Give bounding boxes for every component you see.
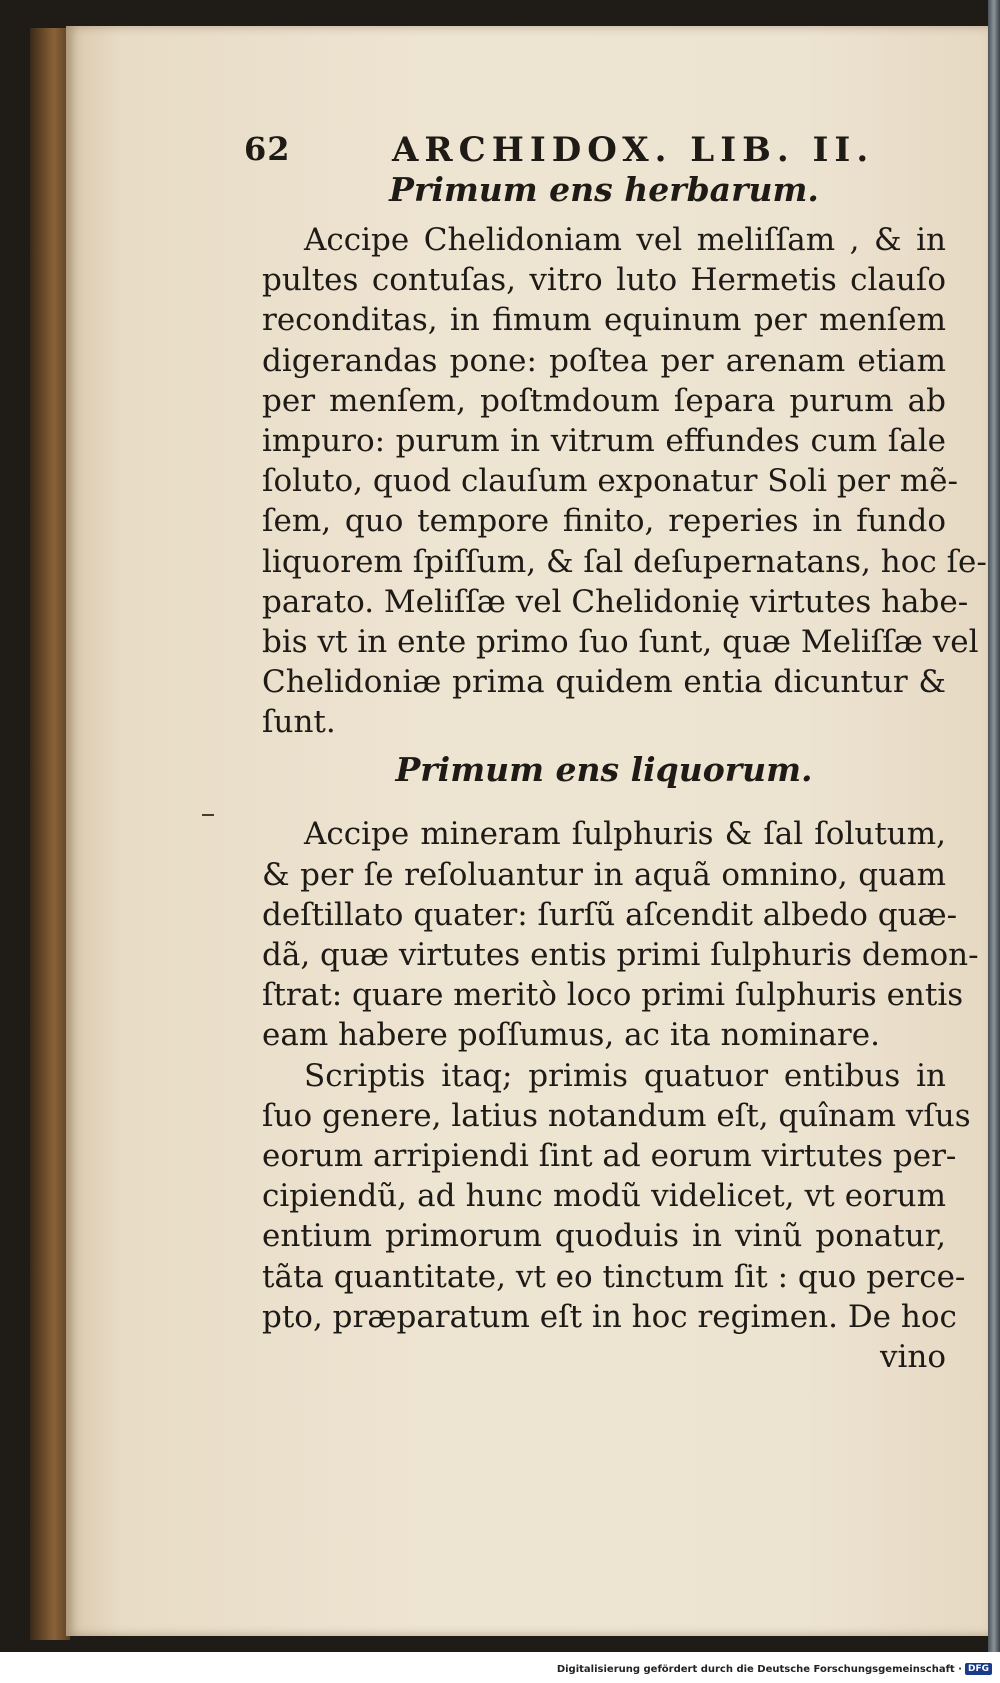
text-line: tãta quantitate, vt eo tinctum ſit : quo perce- bbox=[262, 1258, 966, 1295]
running-title: ARCHIDOX. LIB. II. bbox=[392, 130, 875, 170]
book-binding bbox=[30, 28, 70, 1640]
book-board-edge bbox=[988, 0, 1000, 1652]
text-line: Accipe mineram ſulphuris & ſal ſolutum, bbox=[304, 816, 946, 853]
paragraph-scriptis bbox=[262, 1056, 971, 1378]
text-line: bis vt in ente primo ſuo ſunt, quæ Meliſſæ vel bbox=[262, 623, 979, 660]
text-line: ſunt. bbox=[262, 704, 336, 741]
paragraph-liquorum bbox=[262, 814, 979, 1055]
text-line: cipiendũ, ad hunc modũ videlicet, vt eorum bbox=[262, 1178, 946, 1215]
text-line: reconditas, in fimum equinum per menſem bbox=[262, 302, 946, 339]
catchword: vino bbox=[879, 1338, 946, 1375]
text-line: deſtillato quater: ſurſũ aſcendit albedo quæ- bbox=[262, 896, 958, 933]
text-line: eam habere poſſumus, ac ita nominare. bbox=[262, 1017, 880, 1054]
text-line: digerandas pone: poſtea per arenam etiam bbox=[262, 342, 946, 379]
text-block bbox=[244, 114, 987, 1377]
dfg-logo-icon: DFG bbox=[965, 1663, 992, 1675]
text-line: liquorem ſpiſſum, & ſal deſupernatans, hoc ſe- bbox=[262, 543, 987, 580]
text-line: dã, quæ virtutes entis primi ſulphuris demon- bbox=[262, 937, 979, 973]
text-line: ſoluto, quod clauſum exponatur Soli per mẽ- bbox=[262, 463, 958, 500]
text-line: ſtrat: quare meritò loco primi ſulphuris entis bbox=[262, 977, 964, 1014]
running-head bbox=[244, 114, 946, 174]
text-line: entium primorum quoduis in vinũ ponatur, bbox=[262, 1218, 946, 1255]
section-title-herbarum: Primum ens herbarum. bbox=[389, 170, 819, 209]
digitization-credit bbox=[557, 1663, 992, 1675]
text-line: & per ſe reſoluantur in aquã omnino, quam bbox=[262, 856, 946, 893]
margin-mark bbox=[202, 814, 214, 816]
book-page bbox=[66, 26, 988, 1636]
text-line: Accipe Chelidoniam vel meliſſam , & in bbox=[304, 222, 946, 258]
text-line: pto, præparatum eſt in hoc regimen. De hoc bbox=[262, 1298, 957, 1335]
text-line: eorum arripiendi ſint ad eorum virtutes per- bbox=[262, 1137, 957, 1174]
text-line: per menſem, poſtmdoum ſepara purum ab bbox=[262, 382, 946, 419]
text-line: parato. Meliſſæ vel Chelidonię virtutes habe- bbox=[262, 583, 969, 620]
text-line: ſuo genere, latius notandum eſt, quînam vſus bbox=[262, 1097, 971, 1134]
text-line: ſem, quo tempore finito, reperies in fundo bbox=[262, 503, 946, 540]
paragraph-herbarum bbox=[262, 220, 987, 742]
text-line: Scriptis itaq; primis quatuor entibus in bbox=[304, 1057, 946, 1094]
text-line: impuro: purum in vitrum effundes cum ſale bbox=[262, 422, 946, 459]
text-line: pultes contuſas, vitro luto Hermetis clauſo bbox=[262, 262, 946, 299]
credit-text: Digitalisierung gefördert durch die Deutsche Forschungsgemeinschaft · bbox=[556, 1663, 962, 1675]
text-line: Chelidoniæ prima quidem entia dicuntur & bbox=[262, 664, 946, 701]
section-title-liquorum: Primum ens liquorum. bbox=[395, 750, 813, 790]
page-number: 62 bbox=[244, 130, 291, 168]
